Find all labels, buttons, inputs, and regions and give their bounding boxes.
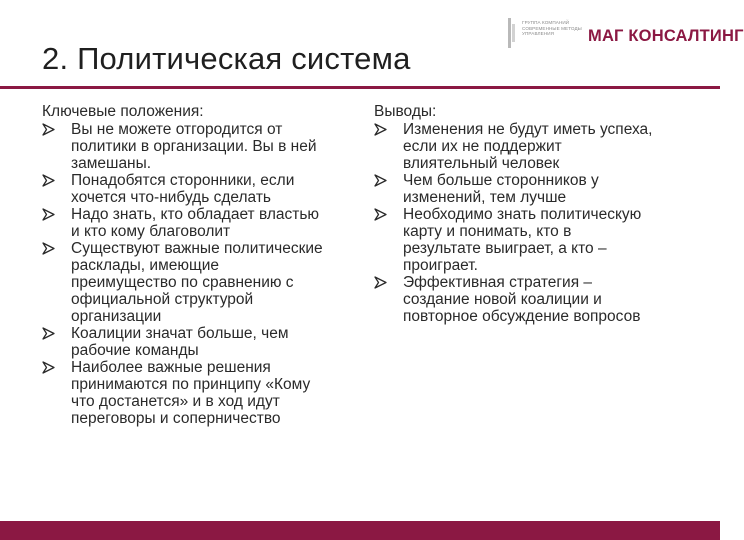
bullet-item [42, 359, 352, 427]
bullet-line: Чем больше сторонников у [403, 172, 599, 189]
bullet-item [374, 172, 694, 206]
bullet-line: проиграет. [403, 257, 478, 274]
conclusions-list [374, 121, 694, 325]
bullet-line: принимаются по принципу «Кому [71, 376, 311, 393]
conclusions-column [374, 103, 694, 325]
bullet-line: Эффективная стратегия – [403, 274, 593, 291]
bullet-line: повторное обсуждение вопросов [403, 308, 641, 325]
bullet-item [42, 172, 352, 206]
bullet-line: Необходимо знать политическую [403, 206, 642, 223]
arrowhead-bullet-icon [42, 361, 55, 374]
bullet-line: изменений, тем лучше [403, 189, 567, 206]
bullet-item [374, 121, 694, 172]
logo-mark-icon [508, 18, 520, 48]
footer-bar [0, 521, 720, 540]
arrowhead-bullet-icon [374, 208, 387, 221]
bullet-line: хочется что-нибудь сделать [71, 189, 272, 206]
arrowhead-bullet-icon [42, 327, 55, 340]
arrowhead-bullet-icon [374, 174, 387, 187]
bullet-line: рабочие команды [71, 342, 199, 359]
bullet-line: организации [71, 308, 162, 325]
bullet-item [374, 274, 694, 325]
bullet-line: переговоры и соперничество [71, 410, 281, 427]
logo-tagline-line: ГРУППА КОМПАНИЙ [522, 20, 570, 25]
bullet-line: расклады, имеющие [71, 257, 219, 274]
bullet-line: и кто кому благоволит [71, 223, 231, 240]
bullet-line: политики в организации. Вы в ней [71, 138, 317, 155]
bullet-line: результате выиграет, а кто – [403, 240, 607, 257]
conclusions-heading: Выводы: [374, 103, 437, 120]
key-points-list [42, 121, 352, 427]
bullet-line: официальной структурой [71, 291, 254, 308]
arrowhead-bullet-icon [42, 242, 55, 255]
bullet-item [42, 206, 352, 240]
bullet-line: создание новой коалиции и [403, 291, 602, 308]
bullet-line: Понадобятся сторонники, если [71, 172, 295, 189]
bullet-line: Коалиции значат больше, чем [71, 325, 289, 342]
key-points-column [42, 103, 352, 427]
title-divider [0, 86, 720, 89]
logo-tagline-line: СОВРЕМЕННЫЕ МЕТОДЫ [522, 25, 582, 31]
bullet-line: карту и понимать, кто в [403, 223, 572, 240]
bullet-item [374, 206, 694, 274]
bullet-line: что достанется» и в ход идут [71, 393, 280, 410]
bullet-line: Надо знать, кто обладает властью [71, 206, 320, 223]
bullet-item [42, 240, 352, 325]
arrowhead-bullet-icon [42, 123, 55, 136]
arrowhead-bullet-icon [374, 123, 387, 136]
bullet-line: если их не поддержит [403, 138, 562, 155]
bullet-item [42, 121, 352, 172]
company-logo [508, 16, 744, 56]
bullet-line: замешаны. [71, 155, 152, 172]
key-points-heading: Ключевые положения: [42, 103, 204, 120]
arrowhead-bullet-icon [42, 174, 55, 187]
arrowhead-bullet-icon [42, 208, 55, 221]
bullet-line: преимущество по сравнению с [71, 274, 294, 291]
logo-tagline-line: УПРАВЛЕНИЯ [522, 31, 555, 37]
bullet-line: Изменения не будут иметь успеха, [403, 121, 653, 138]
bullet-line: Наиболее важные решения [71, 359, 271, 376]
logo-tagline [522, 20, 582, 37]
bullet-line: Существуют важные политические [71, 240, 323, 257]
bullet-item [42, 325, 352, 359]
arrowhead-bullet-icon [374, 276, 387, 289]
bullet-line: влиятельный человек [403, 155, 560, 172]
logo-company-name: МАГ КОНСАЛТИНГ [588, 27, 744, 45]
slide-title: 2. Политическая система [42, 41, 411, 76]
bullet-line: Вы не можете отгородится от [71, 121, 283, 138]
